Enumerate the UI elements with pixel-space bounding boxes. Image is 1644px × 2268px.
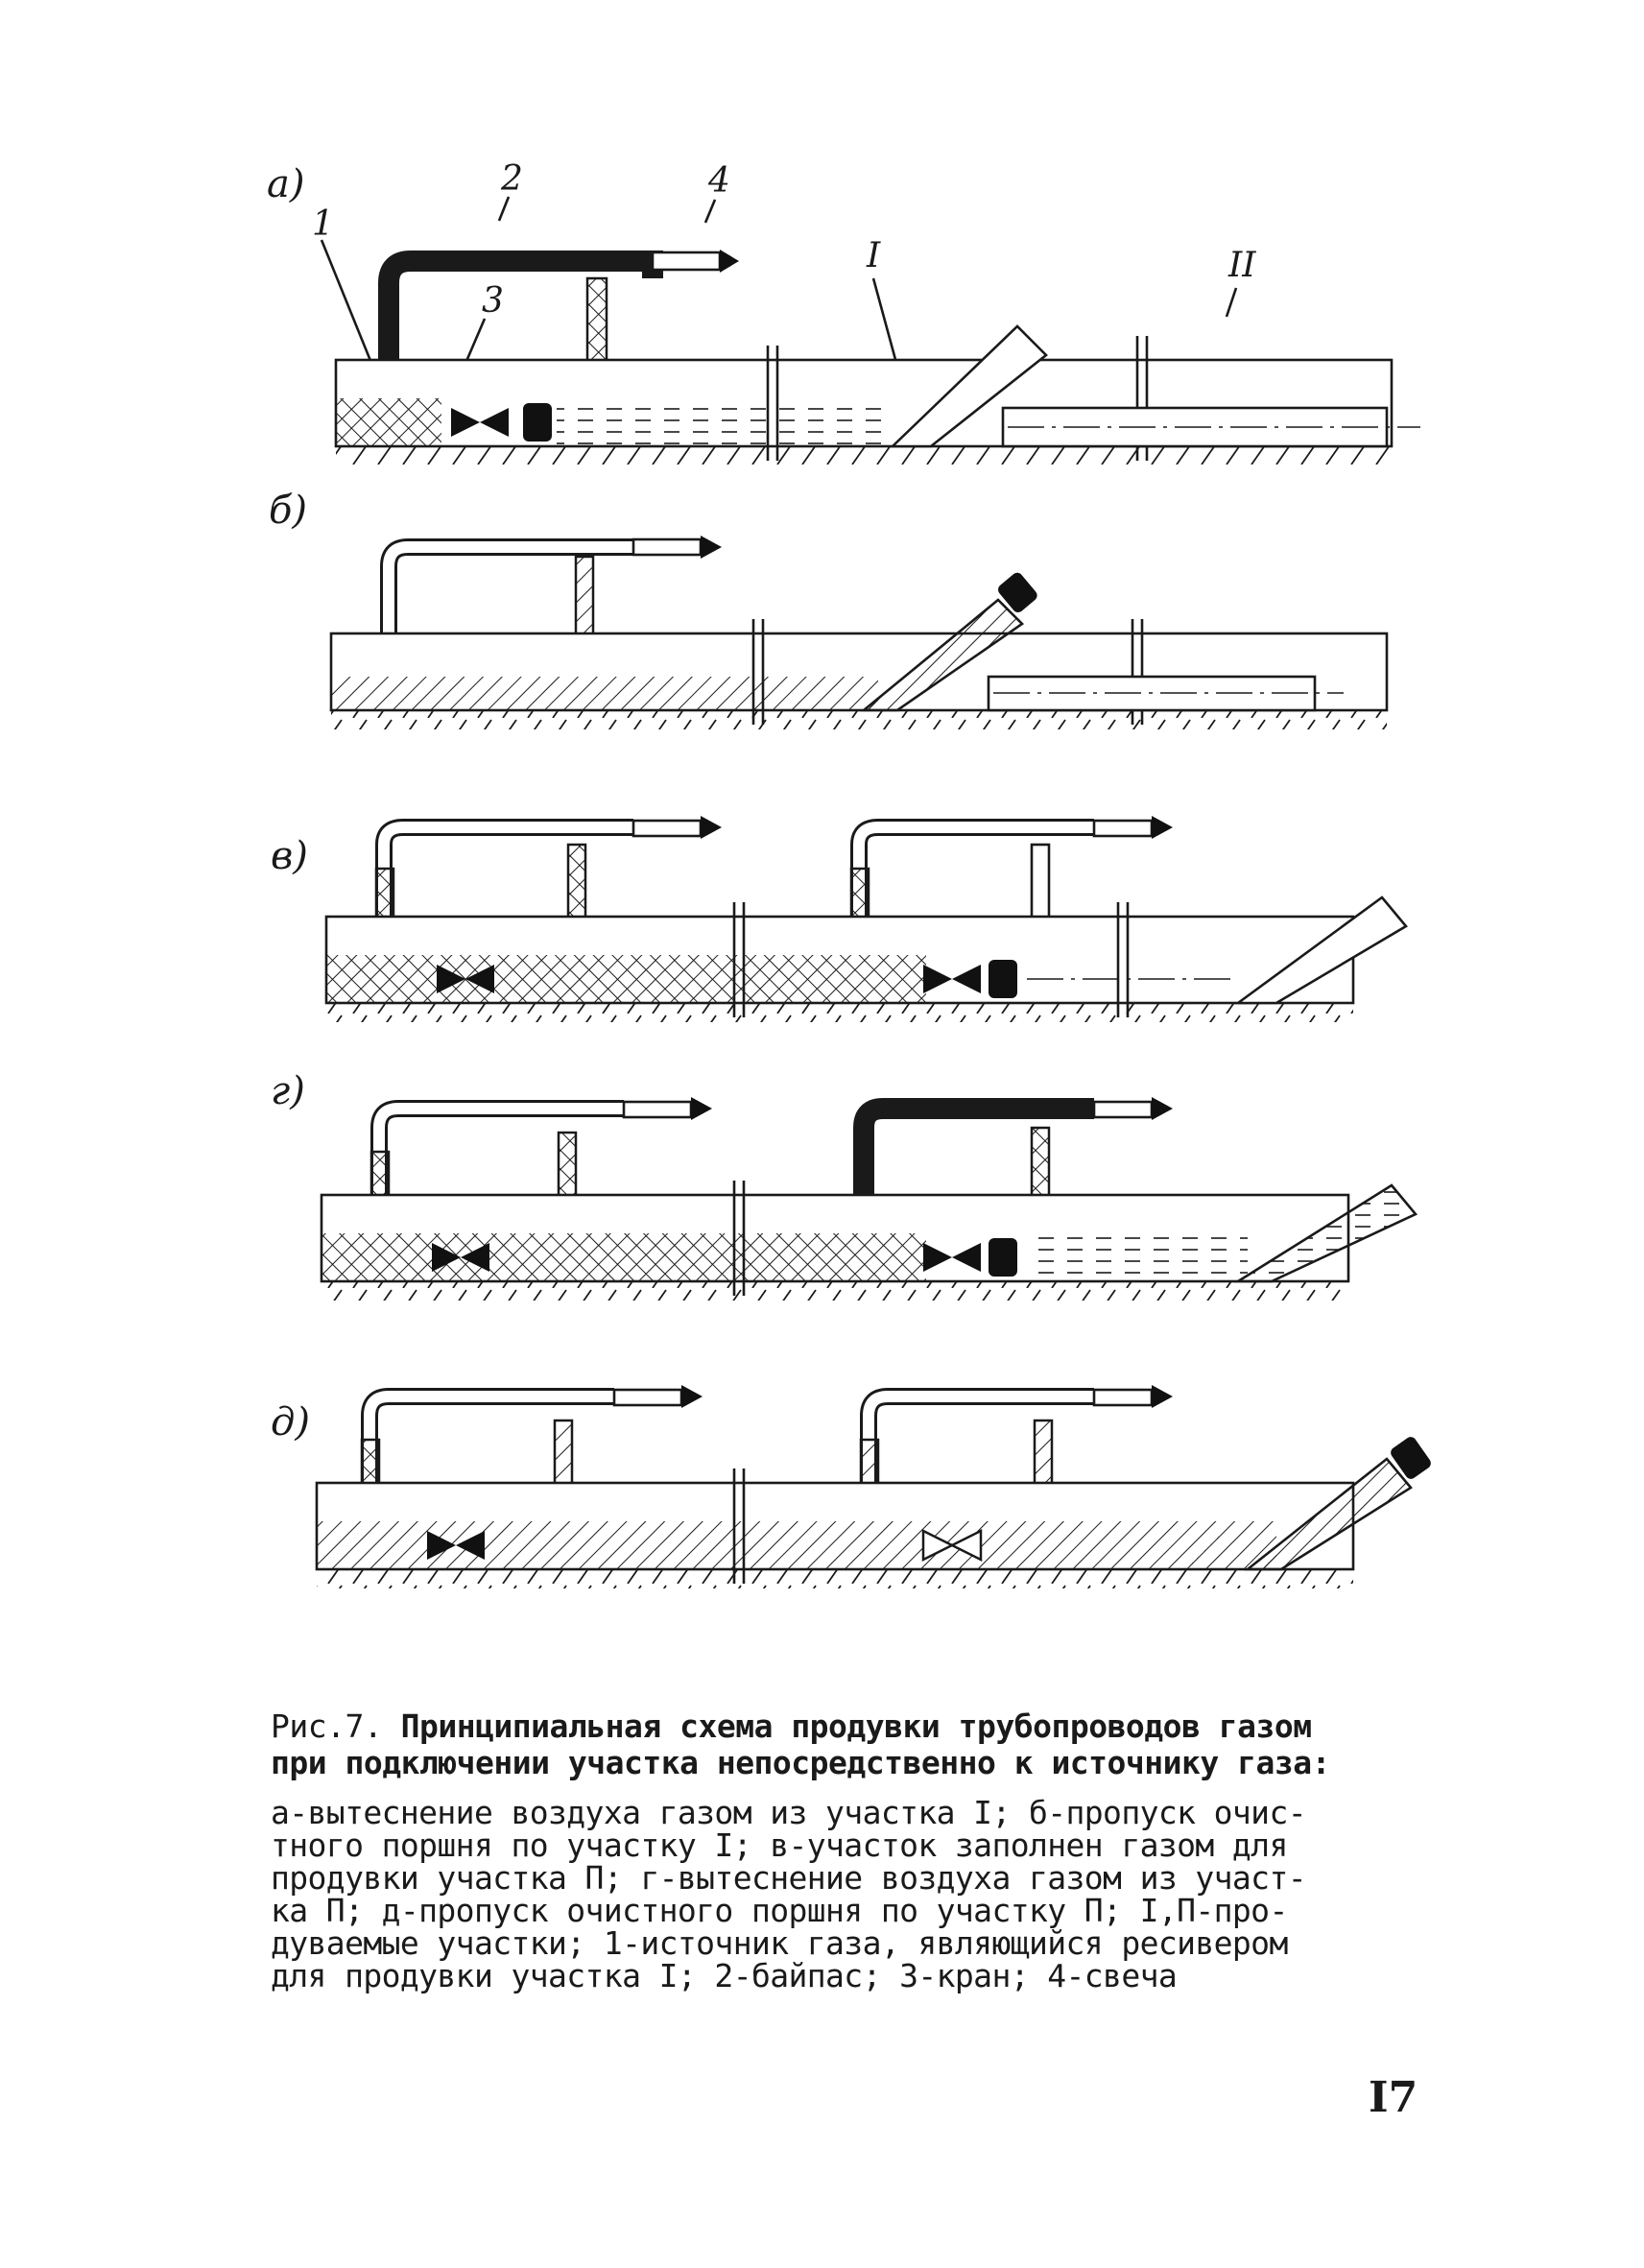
candle-tip-e1	[681, 1385, 703, 1408]
candle-tip-d2	[1152, 1097, 1173, 1120]
air-zone-d	[1027, 1233, 1248, 1281]
ground-a	[336, 446, 1392, 466]
callout-1: 1	[312, 204, 334, 244]
pig-icon-c	[989, 960, 1017, 998]
candle-e2	[1094, 1390, 1152, 1405]
callout-3: 3	[482, 281, 504, 321]
candle-b	[633, 539, 701, 555]
candle-tip-b	[701, 536, 722, 559]
leader-2	[499, 197, 509, 221]
ground-c	[326, 1003, 1353, 1022]
candle-a	[653, 252, 720, 270]
candle-tip-a	[720, 250, 739, 273]
callout-section-2: II	[1228, 246, 1256, 285]
caption-body	[271, 1794, 1394, 1994]
candle-tip-c2	[1152, 816, 1173, 839]
leader-section-1	[873, 278, 897, 367]
caption-line: тного поршня по участку I; в-участок заполнен газом для	[271, 1826, 1288, 1864]
callout-4: 4	[708, 161, 730, 201]
panel-label-a: а)	[267, 162, 305, 206]
caption-title-line-1: Принципиальная схема продувки трубопроводов газом	[400, 1707, 1312, 1745]
ground-d	[322, 1281, 1348, 1301]
gas-fill-b	[331, 677, 878, 710]
pig-icon-a	[523, 403, 552, 442]
candle-tip-d1	[691, 1097, 712, 1120]
panel-e	[271, 1385, 1433, 1588]
caption-line: а-вытеснение воздуха газом из участка I; б-пропуск очис-	[271, 1794, 1306, 1831]
caption-line: для продувки участка I; 2-байпас; 3-кран; 4-свеча	[271, 1957, 1178, 1994]
figure-caption	[271, 1708, 1394, 1993]
callout-section-1: I	[867, 236, 881, 275]
panel-a	[267, 159, 1420, 466]
candle-c1	[633, 821, 701, 836]
candle-tip-c1	[701, 816, 722, 839]
caption-line: ка П; д-пропуск очистного поршня по участку П; I,П-про-	[271, 1892, 1288, 1929]
candle-tip-e2	[1152, 1385, 1173, 1408]
gas-fill-a	[336, 398, 441, 446]
candle-c2	[1094, 821, 1152, 836]
page-number: I7	[1369, 2073, 1418, 2122]
panel-label-b: б)	[269, 489, 308, 533]
candle-d1	[624, 1102, 691, 1117]
panel-d	[271, 1069, 1416, 1301]
candle-d2	[1094, 1102, 1152, 1117]
panel-b	[269, 489, 1387, 729]
caption-title	[271, 1708, 1394, 1781]
caption-title-line-2: при подключении участка непосредственно к источнику газа:	[271, 1744, 1330, 1781]
air-zone-a	[557, 398, 893, 446]
ground-b	[331, 710, 1387, 729]
panel-label-e: д)	[271, 1400, 310, 1444]
leader-4	[705, 200, 715, 223]
panel-label-c: в)	[271, 834, 308, 878]
panel-label-d: г)	[271, 1069, 305, 1113]
candle-e1	[614, 1390, 681, 1405]
gas-fill-c	[326, 955, 926, 1003]
ground-e	[317, 1569, 1353, 1588]
gas-fill-d	[322, 1233, 926, 1281]
pig-icon-d	[989, 1238, 1017, 1277]
leader-section-2	[1227, 288, 1236, 317]
caption-line: продувки участка П; г-вытеснение воздуха газом из участ-	[271, 1859, 1306, 1897]
panel-c	[271, 816, 1406, 1022]
callout-2: 2	[501, 159, 523, 199]
caption-prefix: Рис.7.	[271, 1707, 383, 1745]
caption-line: дуваемые участки; 1-источник газа, являющийся ресивером	[271, 1924, 1288, 1962]
